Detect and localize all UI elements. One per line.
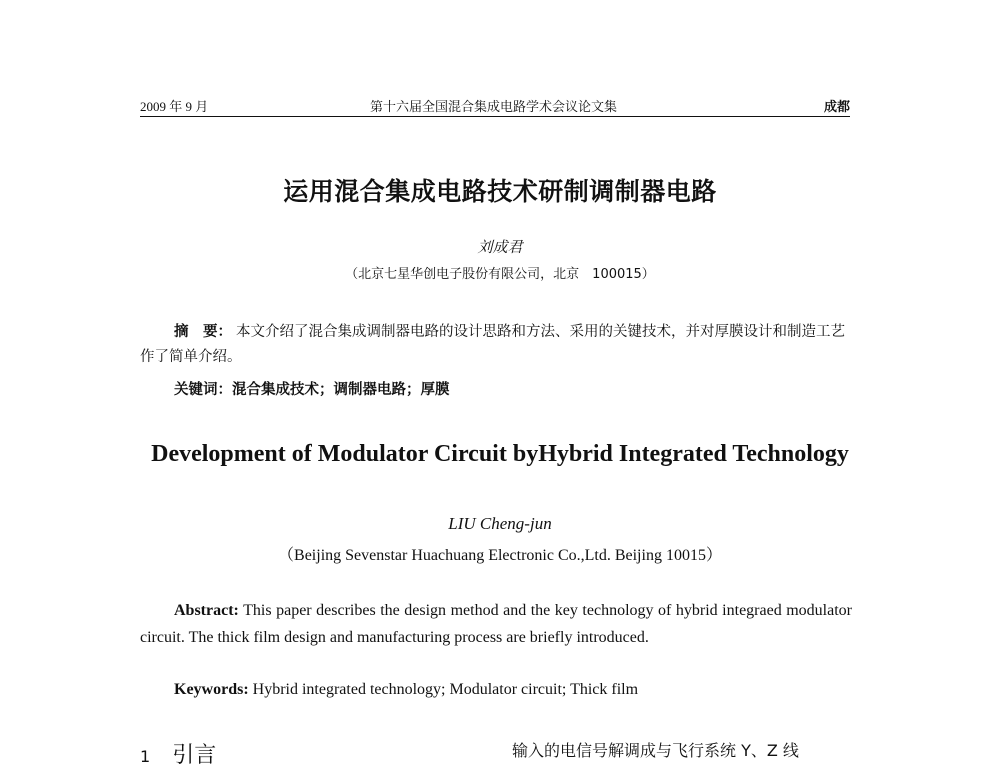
chinese-keywords-text: 混合集成技术；调制器电路；厚膜	[232, 382, 450, 398]
english-author: LIU Cheng-jun	[448, 514, 552, 533]
running-header	[140, 94, 850, 117]
chinese-abstract	[140, 320, 852, 370]
section-title: 引言	[172, 743, 217, 768]
chinese-author: 刘成君	[477, 238, 523, 256]
english-keywords	[174, 681, 638, 699]
english-keywords-text: Hybrid integrated technology; Modulator circuit; Thick film	[252, 681, 639, 698]
english-title: Development of Modulator Circuit byHybrid Integrated Technology	[151, 441, 849, 467]
english-keywords-label: Keywords:	[174, 681, 249, 698]
header-city: 成都	[823, 100, 850, 115]
chinese-keywords	[174, 378, 450, 399]
section-heading	[140, 738, 216, 769]
header-date: 2009 年 9 月	[140, 99, 209, 114]
chinese-keywords-label: 关键词：	[174, 382, 232, 398]
chinese-title: 运用混合集成电路技术研制调制器电路	[283, 177, 717, 206]
english-abstract-text: This paper describes the design method and the key technology of hybrid integraed modulator circuit. The thick film design and manufacturing process are briefly introduced.	[140, 602, 852, 646]
header-journal-title: 第十六届全国混合集成电路学术会议论文集	[370, 100, 618, 115]
chinese-abstract-text: 本文介绍了混合集成调制器电路的设计思路和方法、采用的关键技术，并对厚膜设计和制造工艺作了简单介绍。	[140, 324, 845, 365]
chinese-abstract-label: 摘 要：	[174, 324, 232, 340]
english-affiliation: （Beijing Sevenstar Huachuang Electronic Co.,Ltd. Beijing 10015）	[278, 547, 722, 564]
right-column-text: 输入的电信号解调成与飞行系统 Y、Z 线	[512, 741, 799, 760]
section-number: 1	[140, 747, 151, 766]
english-abstract-label: Abstract:	[174, 602, 239, 619]
chinese-affiliation: （北京七星华创电子股份有限公司，北京 100015）	[345, 267, 655, 282]
english-abstract	[140, 597, 852, 651]
